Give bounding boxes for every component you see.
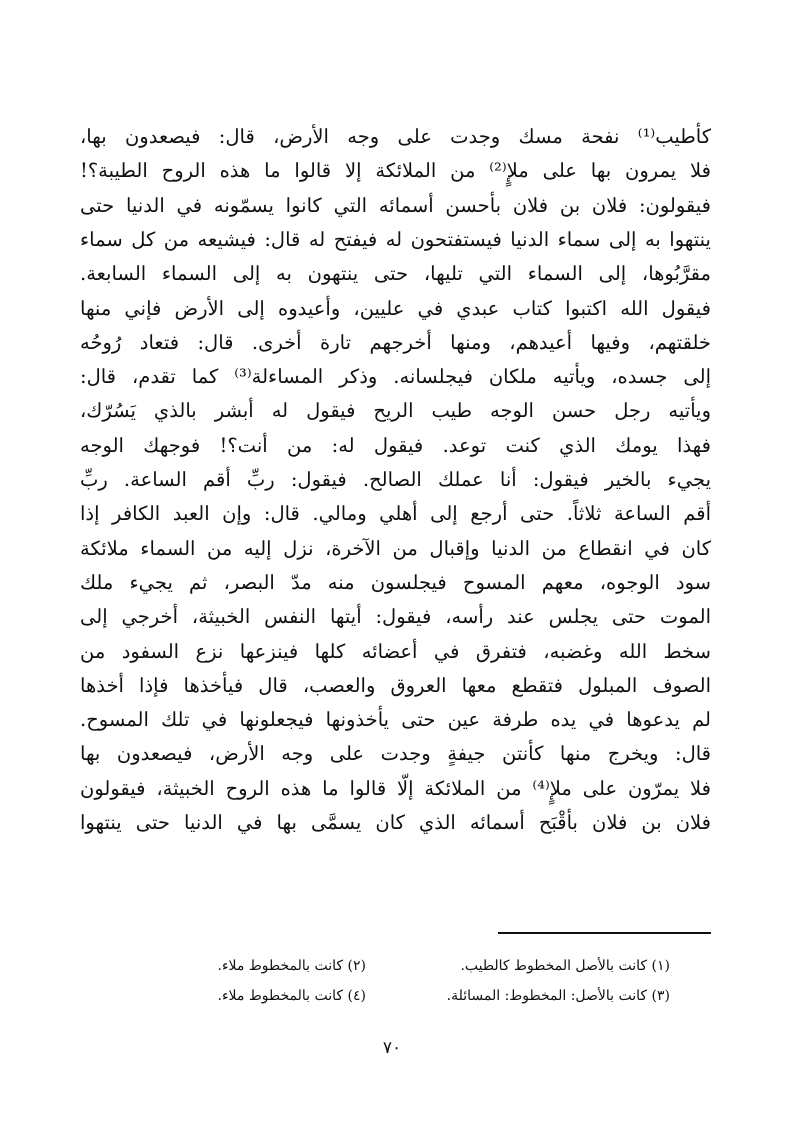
footnote-3: (٣) كانت بالأصل: المخطوط: المسائلة. (446, 988, 670, 1004)
text-line: قال: ويخرج منها كأنتن جيفةٍ وجدت على وجه الأرض، فيصعدون بها (80, 742, 711, 766)
text-line: فيقولون: فلان بن فلان بأحسن أسمائه التي كانوا يسمّونه في الدنيا حتى (80, 193, 711, 217)
text-line: فلا يمرّون على ملإٍ⁽⁴⁾ من الملائكة إلّا قالوا ما هذه الروح الخبيثة، فيقولون (80, 776, 711, 800)
footnote-divider (498, 932, 711, 934)
text-line: كان في انقطاع من الدنيا وإقبال من الآخرة، نزل إليه من السماء ملائكة (80, 536, 711, 560)
footnote-4: (٤) كانت بالمخطوط ملاء. (217, 988, 366, 1004)
text-line: الصوف المبلول فتقطع معها العروق والعصب، قال فيأخذها فإذا أخذها (80, 673, 711, 697)
footnote-1: (١) كانت بالأصل المخطوط كالطيب. (460, 958, 670, 974)
text-line: يجيء بالخير فيقول: أنا عملك الصالح. فيقول: ربِّ أقم الساعة. ربِّ (80, 468, 711, 491)
text-line: خلقتهم، وفيها أعيدهم، ومنها أخرجهم تارة أخرى. قال: فتعاد رُوحُه (80, 330, 711, 354)
text-line: مقرَّبُوها، إلى السماء التي تليها، حتى ينتهون به إلى السماء السابعة. (80, 262, 711, 286)
text-line: الموت حتى يجلس عند رأسه، فيقول: أيتها النفس الخبيثة، أخرجي إلى (80, 605, 711, 629)
text-line: أقم الساعة ثلاثاً. حتى أرجع إلى أهلي ومالي. قال: وإن العبد الكافر إذا (80, 502, 711, 526)
text-line: لم يدعوها في يده طرفة عين حتى يأخذونها فيجعلونها في تلك المسوح. (80, 708, 711, 732)
text-line: كأطيب⁽¹⁾ نفحة مسك وجدت على وجه الأرض، قال: فيصعدون بها، (80, 125, 711, 148)
text-line: سود الوجوه، معهم المسوح فيجلسون منه مدّ البصر، ثم يجيء ملك (80, 570, 711, 594)
footnote-2: (٢) كانت بالمخطوط ملاء. (217, 958, 366, 974)
text-line: فهذا يومك الذي كنت توعد. فيقول له: من أنت؟! فوجهك الوجه (80, 433, 711, 457)
text-line: فلان بن فلان بأقْبَح أسمائه الذي كان يسمَّى بها في الدنيا حتى ينتهوا (80, 811, 711, 834)
text-line: إلى جسده، ويأتيه ملكان فيجلسانه. وذكر المساءلة⁽³⁾ كما تقدم، قال: (80, 365, 711, 389)
page-number: ٧٠ (382, 1038, 402, 1058)
text-line: ويأتيه رجل حسن الوجه طيب الريح فيقول له أبشر بالذي يَسُرّك، (80, 399, 711, 423)
text-line: فيقول الله اكتبوا كتاب عبدي في عليين، وأعيدوه إلى الأرض فإني منها (80, 296, 711, 320)
text-line: ينتهوا به إلى سماء الدنيا فيستفتحون له فيفتح له قال: فيشيعه من كل سماء (80, 227, 711, 251)
text-line: سخط الله وغضبه، فتفرق في أعضائه كلها فينزعها نزع السفود من (80, 639, 711, 663)
text-line: فلا يمرون بها على ملإٍ⁽²⁾ من الملائكة إلا قالوا ما هذه الروح الطيبة؟! (80, 159, 711, 183)
